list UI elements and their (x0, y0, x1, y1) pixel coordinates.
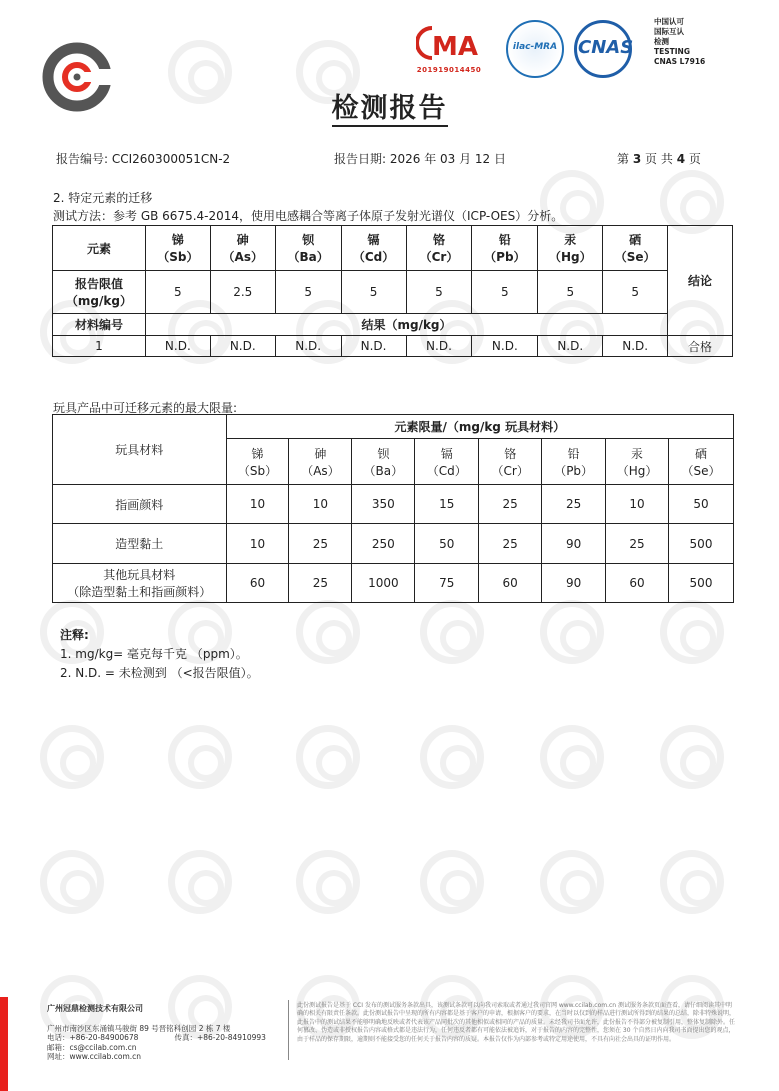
table-cell: 5 (406, 271, 472, 314)
table-cell: N.D. (210, 336, 275, 357)
header-cell: 砷 （As） (210, 226, 275, 271)
table-row (53, 485, 734, 524)
note-item: 1. mg/kg= 毫克每千克 （ppm）。 (60, 647, 248, 661)
table-cell: 350 (352, 485, 415, 524)
report-title: 检测报告 (0, 86, 779, 125)
test-method: 测试方法：参考 GB 6675.4-2014，使用电感耦合等离子体原子发射光谱仪（ICP-OES）分析。 (53, 209, 564, 223)
table-cell: 25 (606, 524, 669, 564)
header-cell: 汞 （Hg） (606, 439, 669, 485)
table-cell: 25 (289, 564, 352, 603)
results-table (52, 225, 733, 357)
table-cell: 10 (226, 524, 289, 564)
header-cell: 铬 （Cr） (406, 226, 472, 271)
table-cell: 合格 (668, 336, 733, 357)
limits-table (52, 414, 734, 603)
table-cell: 10 (226, 485, 289, 524)
table-cell: N.D. (341, 336, 406, 357)
footer-fax: 传真：+86-20-84910993 (174, 1033, 266, 1042)
ilac-mra-logo-icon: ilac-MRA (506, 20, 564, 78)
section-heading: 2. 特定元素的迁移 (53, 191, 153, 205)
table-cell: 25 (289, 524, 352, 564)
footer-email: 邮箱：cs@ccilab.com.cn (47, 1042, 137, 1052)
table-cell: 60 (479, 564, 542, 603)
table-cell: 500 (669, 564, 734, 603)
material-label-cell: 材料编号 (53, 314, 146, 336)
footer-disclaimer: 此份测试报告是基于 CCI 发布的测试服务条款出具，该测试条款可以向我司索取或者通过我司官网 www.ccilab.com.cn 测试服务条款页面查看，请仔细阅读其中明确的相关有限责任条款。此份测试报告中呈现的所有内容都是基于客户的申请，根据客户的要求，在当时以仅到的样品进行测试所得到的结果的总结，除非特殊说明，此报告中的测试结果不能够明确地反映或者代表该产品同批次的其他相似或相同的产品的质量。未经我司书面允许，此份报告不得部分被复制引用，整体复制除外。任何篡改、伪造或非授权报告内容或格式都是违法行为，任何违反者都有可能依法被追诉，对于报告的内容的完整性，您须在 30 个自然日内向我司书面提出您的观点，由于样品的保存期限，逾期则不能接受您的任何关于报告内容的质疑。本报告仅作为内部参考或特定用途使用，不具有向社会出具的证明作用。 (297, 1002, 736, 1043)
cma-number: 201919014450 (416, 66, 482, 74)
table-cell: 60 (226, 564, 289, 603)
table-cell: N.D. (538, 336, 603, 357)
table-row (53, 524, 734, 564)
cma-logo-icon (416, 26, 482, 60)
header-cell: 钡 （Ba） (352, 439, 415, 485)
table-cell: 5 (341, 271, 406, 314)
limit-header: 元素限量/（mg/kg 玩具材料） (226, 415, 733, 439)
table-cell: 2.5 (210, 271, 275, 314)
header-cell: 镉 （Cd） (341, 226, 406, 271)
footer-address: 广州市南沙区东涌镇马骏街 89 号晋铭科创园 2 栋 7 楼 (47, 1023, 231, 1033)
table-cell: 250 (352, 524, 415, 564)
report-date: 报告日期: 2026 年 03 月 12 日 (334, 152, 507, 166)
cnas-logo-icon: CNAS (574, 20, 640, 78)
table-row (53, 226, 733, 271)
table-cell: 10 (606, 485, 669, 524)
table-cell: 50 (415, 524, 479, 564)
table-cell: 75 (415, 564, 479, 603)
header-cell: 镉 （Cd） (415, 439, 479, 485)
table-cell: 15 (415, 485, 479, 524)
limit-label-cell: 报告限值 （mg/kg） (53, 271, 146, 314)
header-cell: 砷 （As） (289, 439, 352, 485)
table-cell: N.D. (145, 336, 210, 357)
header-cell: 铅 （Pb） (472, 226, 538, 271)
table-row (53, 336, 733, 357)
table-row (53, 564, 734, 603)
table-row (53, 271, 733, 314)
footer-accent-bar (0, 997, 8, 1091)
material-name-cell: 造型黏土 (53, 524, 227, 564)
table-cell: 5 (603, 271, 668, 314)
result-label-cell: 结果（mg/kg） (145, 314, 667, 336)
svg-text:MA: MA (432, 32, 478, 60)
table-cell: 25 (479, 524, 542, 564)
table-cell: 5 (472, 271, 538, 314)
material-header: 玩具材料 (53, 415, 227, 485)
note-item: 2. N.D. = 未检测到 （<报告限值）。 (60, 666, 259, 680)
table-cell: N.D. (472, 336, 538, 357)
notes-title: 注释: (60, 628, 89, 642)
header-cell: 钡 （Ba） (275, 226, 341, 271)
table-cell: 25 (479, 485, 542, 524)
table-cell: 5 (145, 271, 210, 314)
table-cell: 1000 (352, 564, 415, 603)
table-row (53, 415, 734, 439)
table-cell: 1 (53, 336, 146, 357)
table-cell: 5 (538, 271, 603, 314)
footer-website: 网址：www.ccilab.com.cn (47, 1052, 142, 1061)
table-cell: 60 (606, 564, 669, 603)
conclusion-header: 结论 (668, 226, 733, 336)
footer-company: 广州冠鼎检测技术有限公司 (47, 1004, 143, 1013)
limits-caption: 玩具产品中可迁移元素的最大限量: (53, 401, 238, 415)
header-cell: 元素 (53, 226, 146, 271)
header-cell: 铬 （Cr） (479, 439, 542, 485)
header-cell: 锑 （Sb） (145, 226, 210, 271)
footer-contact (47, 1004, 266, 1062)
cnas-caption: 中国认可 国际互认 检测 TESTING CNAS L7916 (654, 17, 706, 66)
table-cell: 10 (289, 485, 352, 524)
header-cell: 铅 （Pb） (542, 439, 606, 485)
footer-divider (288, 1000, 289, 1060)
material-name-cell: 指画颜料 (53, 485, 227, 524)
header-cell: 硒 （Se） (669, 439, 734, 485)
table-row (53, 314, 733, 336)
header-cell: 锑 （Sb） (226, 439, 289, 485)
cma-mark (410, 24, 488, 80)
accreditation-logos (410, 17, 770, 80)
header-cell: 汞 （Hg） (538, 226, 603, 271)
page-indicator: 第 3 页 共 4 页 (617, 152, 701, 166)
footer-phone: 电话：+86-20-84900678 (47, 1033, 139, 1042)
table-cell: 90 (542, 564, 606, 603)
material-name-cell: 其他玩具材料 （除造型黏土和指画颜料） (53, 564, 227, 603)
table-cell: 90 (542, 524, 606, 564)
report-number: 报告编号: CCI260300051CN-2 (56, 152, 231, 166)
table-cell: N.D. (406, 336, 472, 357)
table-cell: 500 (669, 524, 734, 564)
header-cell: 硒 （Se） (603, 226, 668, 271)
table-cell: N.D. (603, 336, 668, 357)
table-cell: N.D. (275, 336, 341, 357)
table-cell: 25 (542, 485, 606, 524)
table-cell: 50 (669, 485, 734, 524)
table-cell: 5 (275, 271, 341, 314)
